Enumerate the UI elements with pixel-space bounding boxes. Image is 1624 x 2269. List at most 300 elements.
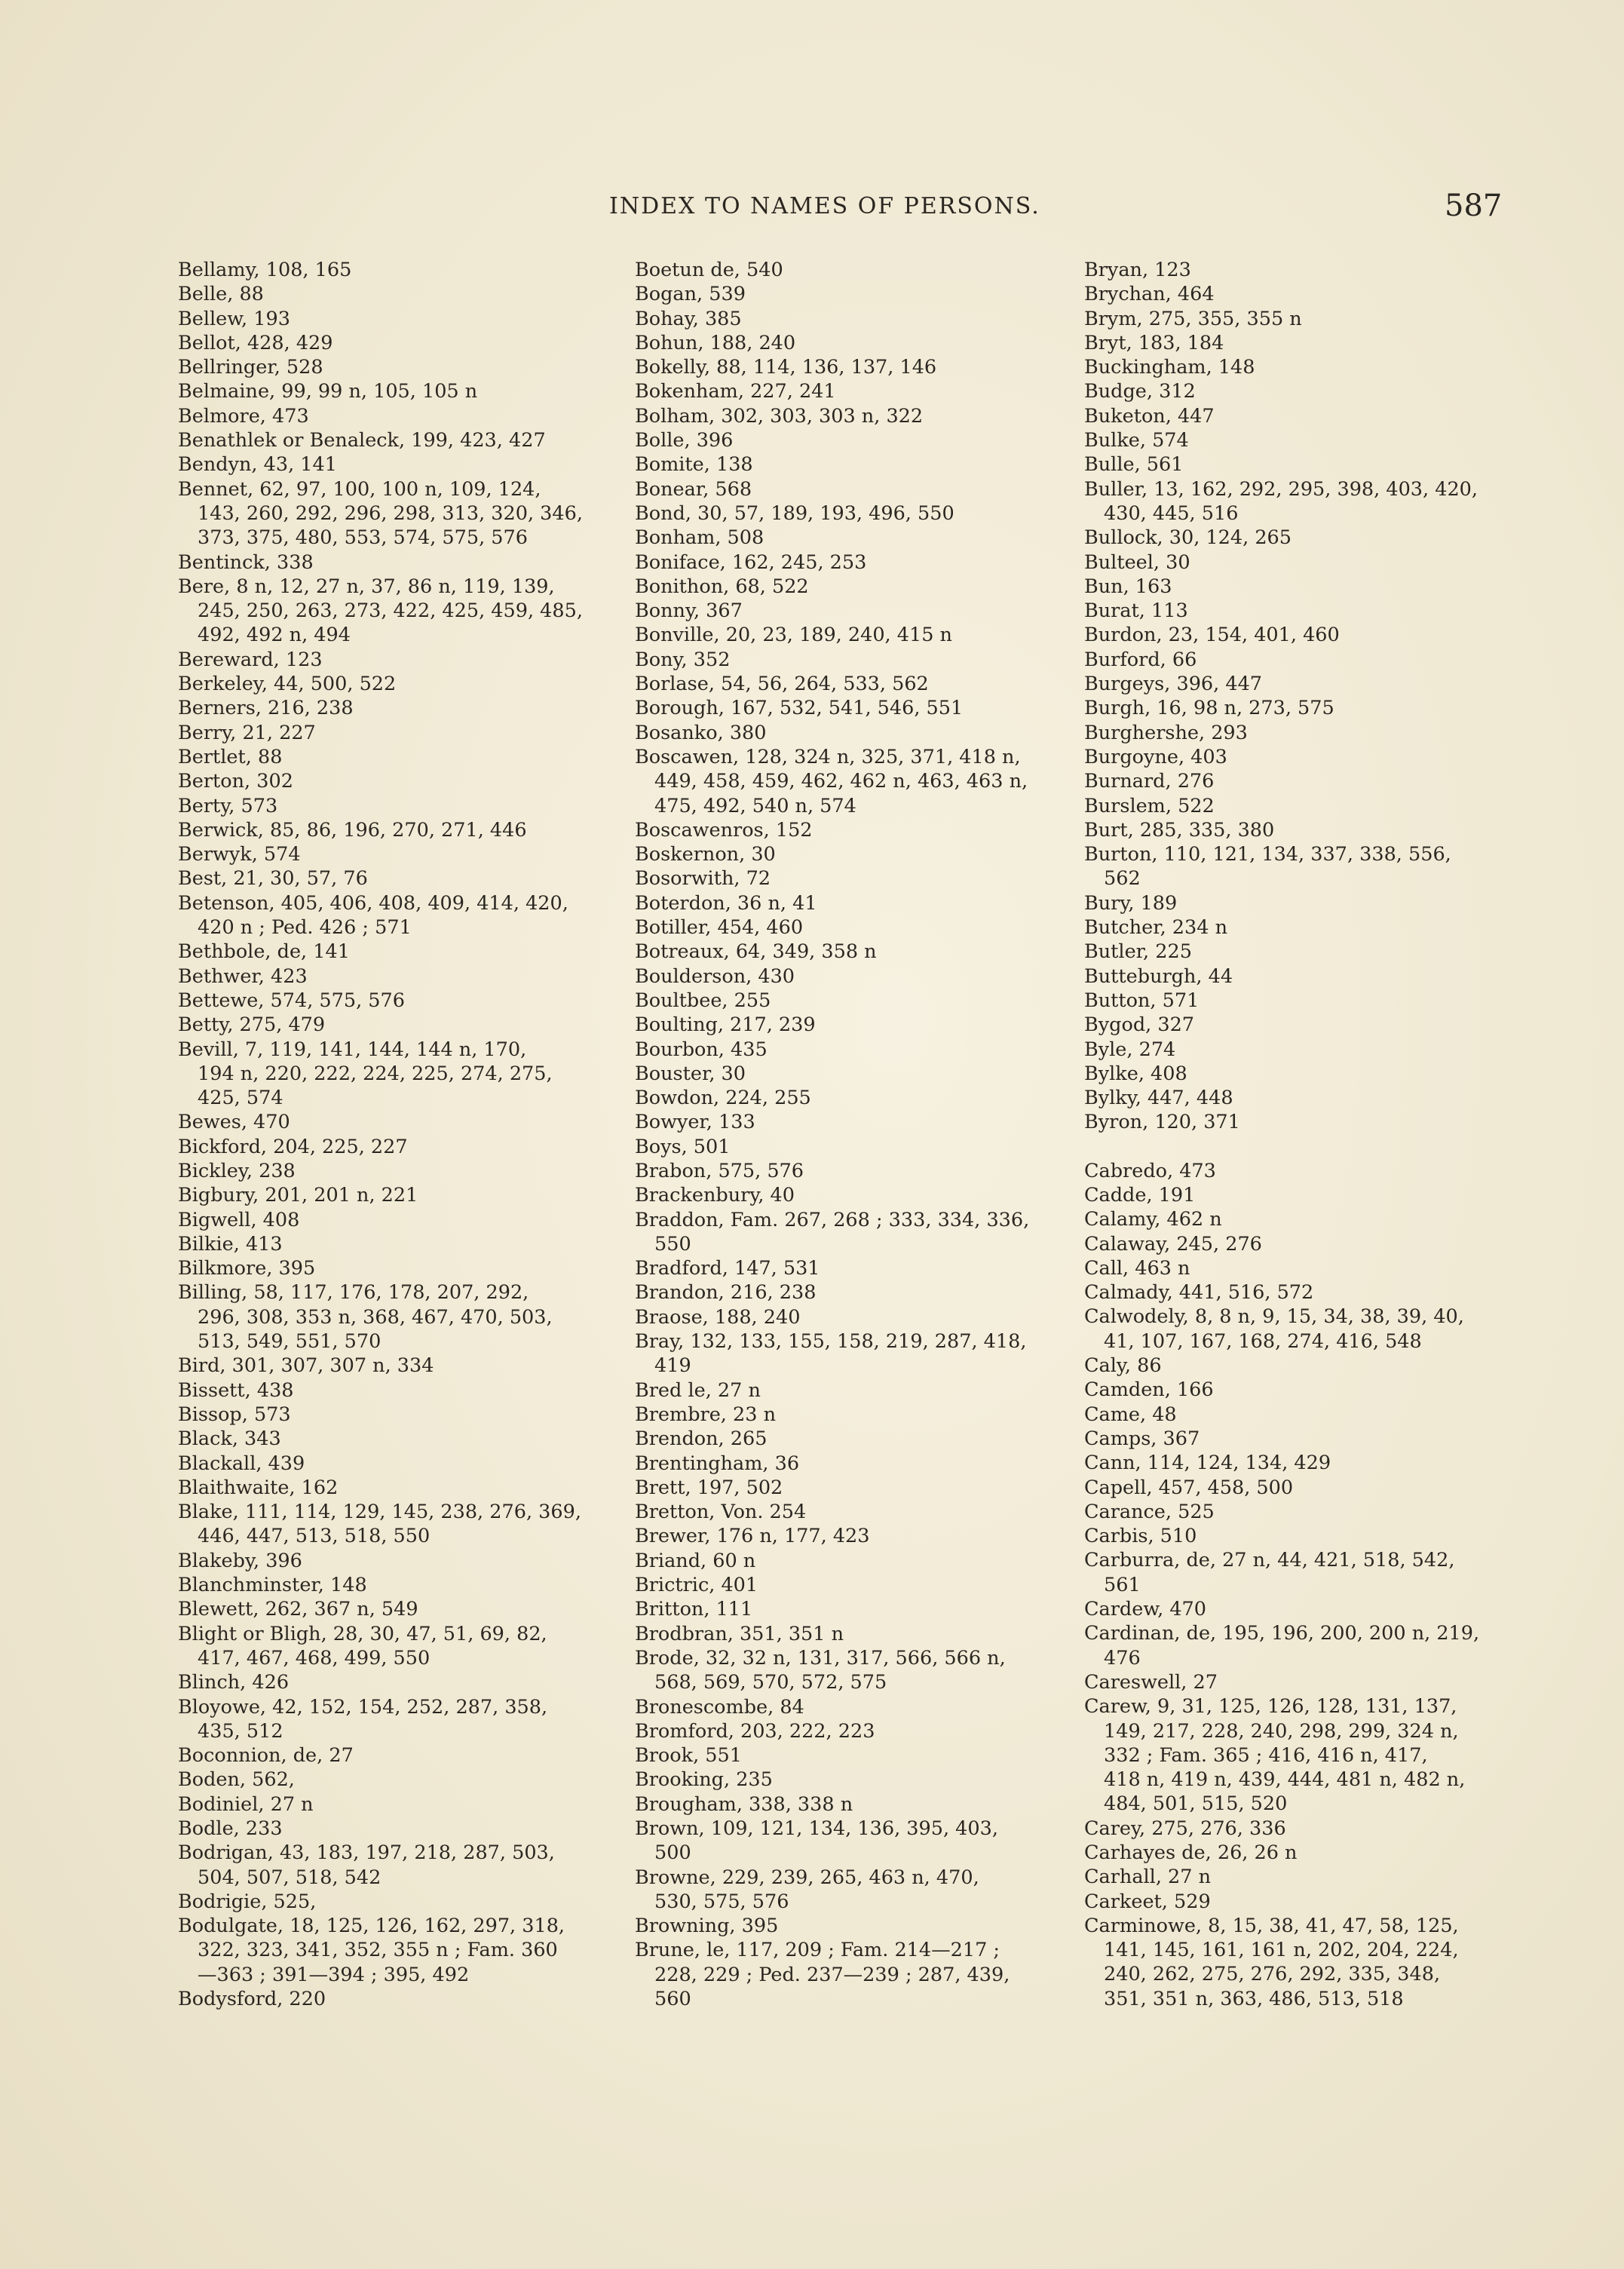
index-entry bbox=[635, 1208, 1087, 1257]
index-entry bbox=[635, 1792, 1087, 1817]
index-entry bbox=[635, 307, 1087, 331]
index-entry bbox=[635, 1403, 1087, 1427]
index-entry-line: Blight or Bligh, 28, 30, 47, 51, 69, 82, bbox=[178, 1622, 547, 1645]
index-entry bbox=[178, 1890, 630, 1914]
section-gap bbox=[1084, 1135, 1537, 1159]
index-entry-line: Bonville, 20, 23, 189, 240, 415 n bbox=[635, 624, 952, 647]
index-entry bbox=[1084, 1597, 1537, 1621]
index-entry-line: Bentinck, 338 bbox=[178, 550, 314, 574]
index-entry-line: Borough, 167, 532, 541, 546, 551 bbox=[635, 697, 964, 720]
index-entry-line: Bellringer, 528 bbox=[178, 356, 323, 379]
index-entry bbox=[1084, 1403, 1537, 1427]
index-entry bbox=[1084, 575, 1537, 599]
index-entry bbox=[635, 1378, 1087, 1403]
index-entry-line: Bylke, 408 bbox=[1084, 1062, 1187, 1085]
index-entry-line: Bloyowe, 42, 152, 154, 252, 287, 358, bbox=[178, 1695, 548, 1719]
index-entry bbox=[635, 964, 1087, 989]
index-entry-line: Cadde, 191 bbox=[1084, 1183, 1196, 1207]
index-entry bbox=[635, 648, 1087, 672]
index-entry bbox=[635, 940, 1087, 964]
index-entry bbox=[1084, 940, 1537, 964]
index-entry-line: Butcher, 234 n bbox=[1084, 916, 1228, 940]
index-entry bbox=[635, 1524, 1087, 1548]
index-entry-continuation: 560 bbox=[654, 1988, 691, 2011]
index-entry bbox=[635, 599, 1087, 623]
index-entry-line: Boterdon, 36 n, 41 bbox=[635, 891, 817, 915]
index-entry bbox=[1084, 1524, 1537, 1548]
index-entry-line: Carburra, de, 27 n, 44, 421, 518, 542, bbox=[1084, 1549, 1455, 1572]
index-entry bbox=[1084, 379, 1537, 403]
index-entry bbox=[635, 526, 1087, 550]
index-entry-line: Blanchminster, 148 bbox=[178, 1574, 367, 1597]
index-entry-line: Bennet, 62, 97, 100, 100 n, 109, 124, bbox=[178, 477, 541, 501]
index-entry-line: Betty, 275, 479 bbox=[178, 1013, 326, 1037]
index-entry-line: Bryan, 123 bbox=[1084, 259, 1191, 281]
index-entry bbox=[178, 989, 630, 1013]
index-entry bbox=[635, 1038, 1087, 1062]
index-entry-line: Bickford, 204, 225, 227 bbox=[178, 1135, 408, 1158]
index-entry bbox=[178, 1476, 630, 1500]
index-entry-line: Burat, 113 bbox=[1084, 599, 1188, 623]
index-entry-line: Blaithwaite, 162 bbox=[178, 1476, 339, 1499]
index-entry bbox=[178, 379, 630, 403]
index-entry bbox=[635, 1914, 1087, 1938]
index-entry bbox=[1084, 599, 1537, 623]
index-entry-line: Bethwer, 423 bbox=[178, 964, 308, 988]
index-entry bbox=[1084, 1232, 1537, 1256]
index-entry-line: Bromford, 203, 222, 223 bbox=[635, 1719, 875, 1743]
index-entry bbox=[1084, 331, 1537, 355]
index-entry-line: Bulteel, 30 bbox=[1084, 550, 1190, 574]
index-entry bbox=[635, 1500, 1087, 1524]
index-entry bbox=[635, 1549, 1087, 1573]
index-entry-continuation: 332 ; Fam. 365 ; 416, 416 n, 417, bbox=[1104, 1743, 1428, 1767]
index-entry bbox=[1084, 307, 1537, 331]
index-entry bbox=[635, 1622, 1087, 1646]
index-entry bbox=[1084, 1062, 1537, 1086]
index-entry-continuation: 446, 447, 513, 518, 550 bbox=[198, 1525, 431, 1548]
index-entry bbox=[178, 745, 630, 769]
index-entry bbox=[178, 891, 630, 940]
index-entry bbox=[635, 1159, 1087, 1183]
index-entry bbox=[1084, 648, 1537, 672]
index-entry-line: Bray, 132, 133, 155, 158, 219, 287, 418, bbox=[635, 1330, 1027, 1354]
index-entry-line: Browning, 395 bbox=[635, 1915, 779, 1938]
index-column-2 bbox=[635, 258, 1087, 2011]
index-entry-line: Burt, 285, 335, 380 bbox=[1084, 818, 1275, 842]
index-entry bbox=[1084, 672, 1537, 696]
index-entry bbox=[1084, 1159, 1537, 1183]
index-entry-line: Boultbee, 255 bbox=[635, 989, 771, 1012]
index-entry-continuation: 296, 308, 353 n, 368, 467, 470, 503, bbox=[198, 1305, 553, 1329]
index-entry bbox=[635, 550, 1087, 575]
index-entry-line: Bonithon, 68, 522 bbox=[635, 575, 809, 598]
index-entry-line: Blake, 111, 114, 129, 145, 238, 276, 369, bbox=[178, 1501, 581, 1524]
index-column-1 bbox=[178, 258, 630, 2011]
index-entry bbox=[1084, 964, 1537, 989]
index-entry-continuation: 143, 260, 292, 296, 298, 313, 320, 346, bbox=[198, 501, 583, 525]
index-entry-continuation: 449, 458, 459, 462, 462 n, 463, 463 n, bbox=[654, 770, 1028, 793]
index-entry-line: Burgh, 16, 98 n, 273, 575 bbox=[1084, 697, 1334, 720]
index-entry-line: Burslem, 522 bbox=[1084, 794, 1215, 817]
index-entry bbox=[178, 842, 630, 866]
index-entry bbox=[178, 1914, 630, 1987]
index-entry bbox=[635, 721, 1087, 745]
index-entry-line: Byle, 274 bbox=[1084, 1038, 1176, 1061]
index-entry bbox=[178, 1256, 630, 1280]
index-entry-continuation: 149, 217, 228, 240, 298, 299, 324 n, bbox=[1104, 1719, 1459, 1743]
index-entry-line: Brandon, 216, 238 bbox=[635, 1281, 817, 1305]
index-entry-line: Botreaux, 64, 349, 358 n bbox=[635, 940, 877, 964]
index-entry-continuation: 417, 467, 468, 499, 550 bbox=[198, 1646, 431, 1670]
index-entry bbox=[1084, 696, 1537, 720]
index-entry bbox=[178, 1622, 630, 1671]
index-entry-line: Brooking, 235 bbox=[635, 1768, 773, 1792]
index-entry bbox=[635, 623, 1087, 647]
index-entry-continuation: 550 bbox=[654, 1232, 691, 1256]
index-entry-line: Bronescombe, 84 bbox=[635, 1695, 804, 1719]
index-entry-line: Brewer, 176 n, 177, 423 bbox=[635, 1525, 870, 1548]
index-entry-line: Call, 463 n bbox=[1084, 1256, 1190, 1280]
index-entry bbox=[1084, 1038, 1537, 1062]
index-entry bbox=[178, 1208, 630, 1232]
index-entry bbox=[635, 1135, 1087, 1159]
index-entry-line: Boconnion, de, 27 bbox=[178, 1744, 354, 1768]
index-entry-line: Bertlet, 88 bbox=[178, 745, 283, 768]
index-entry bbox=[635, 1938, 1087, 2011]
index-entry bbox=[1084, 1183, 1537, 1207]
index-entry-continuation: 475, 492, 540 n, 574 bbox=[654, 794, 856, 817]
index-entry bbox=[1084, 452, 1537, 477]
index-entry bbox=[1084, 477, 1537, 526]
index-entry-line: Carhayes de, 26, 26 n bbox=[1084, 1841, 1298, 1864]
index-entry bbox=[635, 1768, 1087, 1792]
index-entry-continuation: —363 ; 391—394 ; 395, 492 bbox=[198, 1963, 470, 1986]
index-entry-line: Bere, 8 n, 12, 27 n, 37, 86 n, 119, 139, bbox=[178, 575, 555, 598]
running-head bbox=[0, 189, 1624, 226]
index-entry-line: Came, 48 bbox=[1084, 1403, 1177, 1426]
index-entry-line: Bolham, 302, 303, 303 n, 322 bbox=[635, 404, 924, 428]
index-entry bbox=[635, 1305, 1087, 1329]
index-entry-continuation: 513, 549, 551, 570 bbox=[198, 1330, 381, 1354]
index-entry bbox=[635, 866, 1087, 891]
index-entry-line: Betenson, 405, 406, 408, 409, 414, 420, bbox=[178, 891, 568, 915]
index-entry bbox=[1084, 818, 1537, 842]
index-entry-line: Bilkie, 413 bbox=[178, 1232, 283, 1256]
index-entry-continuation: 373, 375, 480, 553, 574, 575, 576 bbox=[198, 526, 528, 550]
index-entry-line: Bonny, 367 bbox=[635, 599, 743, 623]
index-entry bbox=[1084, 1548, 1537, 1597]
index-entry bbox=[178, 866, 630, 891]
index-entry-line: Byron, 120, 371 bbox=[1084, 1111, 1240, 1134]
index-entry bbox=[178, 672, 630, 696]
index-entry bbox=[178, 1817, 630, 1841]
index-entry-continuation: 419 bbox=[654, 1354, 691, 1378]
index-entry-line: Burford, 66 bbox=[1084, 648, 1197, 671]
index-entry-line: Calaway, 245, 276 bbox=[1084, 1232, 1262, 1256]
index-entry-continuation: 240, 262, 275, 276, 292, 335, 348, bbox=[1104, 1963, 1441, 1986]
index-entry-line: Bonear, 568 bbox=[635, 477, 752, 501]
index-entry bbox=[1084, 1865, 1537, 1889]
index-entry-line: Bissop, 573 bbox=[178, 1403, 291, 1426]
index-entry-line: Bodulgate, 18, 125, 126, 162, 297, 318, bbox=[178, 1915, 565, 1938]
index-entry-line: Burton, 110, 121, 134, 337, 338, 556, bbox=[1084, 843, 1451, 866]
index-entry bbox=[1084, 1621, 1537, 1670]
index-entry-line: Bradford, 147, 531 bbox=[635, 1257, 820, 1280]
index-entry bbox=[1084, 1817, 1537, 1841]
index-entry bbox=[178, 258, 630, 282]
index-entry-line: Brendon, 265 bbox=[635, 1427, 768, 1451]
index-entry bbox=[178, 648, 630, 672]
index-entry-line: Bethbole, de, 141 bbox=[178, 940, 350, 964]
index-entry-line: Braddon, Fam. 267, 268 ; 333, 334, 336, bbox=[635, 1208, 1030, 1231]
index-entry-line: Belmaine, 99, 99 n, 105, 105 n bbox=[178, 380, 478, 403]
index-entry bbox=[178, 477, 630, 550]
index-entry-continuation: 418 n, 419 n, 439, 444, 481 n, 482 n, bbox=[1104, 1768, 1466, 1792]
index-entry-line: Butler, 225 bbox=[1084, 940, 1192, 964]
index-entry bbox=[178, 1743, 630, 1768]
index-entry-continuation: 420 n ; Ped. 426 ; 571 bbox=[198, 916, 412, 940]
index-entry-continuation: 194 n, 220, 222, 224, 225, 274, 275, bbox=[198, 1062, 553, 1085]
index-entry-line: Bigwell, 408 bbox=[178, 1208, 300, 1231]
index-entry-line: Belle, 88 bbox=[178, 283, 264, 306]
index-entry-line: Bulle, 561 bbox=[1084, 453, 1184, 477]
index-entry-line: Bony, 352 bbox=[635, 648, 731, 671]
index-entry bbox=[178, 1670, 630, 1694]
index-entry-line: Bohay, 385 bbox=[635, 307, 742, 330]
index-entry-line: Boscawenros, 152 bbox=[635, 818, 813, 842]
index-entry-line: Bissett, 438 bbox=[178, 1378, 294, 1402]
index-entry bbox=[178, 721, 630, 745]
index-entry bbox=[178, 452, 630, 477]
index-entry-continuation: 484, 501, 515, 520 bbox=[1104, 1792, 1288, 1816]
index-entry-line: Bury, 189 bbox=[1084, 891, 1178, 915]
index-entry-line: Bodrigan, 43, 183, 197, 218, 287, 503, bbox=[178, 1841, 555, 1865]
index-entry-continuation: 41, 107, 167, 168, 274, 416, 548 bbox=[1104, 1329, 1422, 1353]
index-entry bbox=[1084, 1476, 1537, 1500]
index-entry-line: Buketon, 447 bbox=[1084, 404, 1215, 428]
index-entry bbox=[178, 1573, 630, 1597]
index-entry bbox=[1084, 891, 1537, 915]
index-entry bbox=[1084, 1256, 1537, 1280]
index-entry-line: Bulke, 574 bbox=[1084, 429, 1189, 452]
index-entry-line: Blakeby, 396 bbox=[178, 1549, 302, 1572]
index-entry-continuation: 562 bbox=[1104, 867, 1141, 891]
index-entry-line: Carance, 525 bbox=[1084, 1500, 1215, 1523]
index-entry bbox=[178, 1038, 630, 1111]
index-entry bbox=[635, 379, 1087, 403]
index-entry-line: Braose, 188, 240 bbox=[635, 1305, 801, 1329]
index-entry bbox=[1084, 282, 1537, 306]
index-entry-line: Bodrigie, 525, bbox=[178, 1890, 317, 1913]
index-entry bbox=[1084, 355, 1537, 379]
index-entry bbox=[635, 1817, 1087, 1866]
index-entry-line: Bogan, 539 bbox=[635, 283, 746, 306]
index-entry-line: Browne, 229, 239, 265, 463 n, 470, bbox=[635, 1866, 979, 1889]
index-entry-line: Carminowe, 8, 15, 38, 41, 47, 58, 125, bbox=[1084, 1914, 1459, 1937]
index-entry-line: Bygod, 327 bbox=[1084, 1013, 1195, 1037]
index-entry-line: Boniface, 162, 245, 253 bbox=[635, 550, 867, 574]
index-entry bbox=[635, 1013, 1087, 1037]
index-entry-line: Berkeley, 44, 500, 522 bbox=[178, 673, 397, 696]
index-entry bbox=[1084, 1694, 1537, 1816]
index-entry-line: Bevill, 7, 119, 141, 144, 144 n, 170, bbox=[178, 1038, 527, 1061]
index-entry bbox=[635, 818, 1087, 842]
index-entry bbox=[635, 258, 1087, 282]
index-entry-line: Cardinan, de, 195, 196, 200, 200 n, 219, bbox=[1084, 1622, 1480, 1645]
index-entry-line: Bolle, 396 bbox=[635, 429, 734, 452]
index-entry-line: Bred le, 27 n bbox=[635, 1378, 761, 1402]
index-entry bbox=[178, 794, 630, 818]
index-entry-line: Brune, le, 117, 209 ; Fam. 214—217 ; bbox=[635, 1939, 1000, 1962]
index-entry-line: Bereward, 123 bbox=[178, 648, 323, 671]
index-entry bbox=[178, 428, 630, 452]
index-entry bbox=[635, 331, 1087, 355]
index-entry-line: Carbis, 510 bbox=[1084, 1525, 1197, 1548]
index-entry bbox=[635, 404, 1087, 428]
index-entry-continuation: 530, 575, 576 bbox=[654, 1890, 789, 1913]
index-entry bbox=[178, 1280, 630, 1354]
index-entry bbox=[1084, 745, 1537, 769]
index-entry-line: Calmady, 441, 516, 572 bbox=[1084, 1281, 1314, 1305]
index-entry bbox=[1084, 1451, 1537, 1475]
index-entry-line: Boden, 562, bbox=[178, 1768, 295, 1792]
index-entry-continuation: 435, 512 bbox=[198, 1719, 283, 1743]
index-entry bbox=[178, 1500, 630, 1549]
index-entry-line: Brougham, 338, 338 n bbox=[635, 1792, 853, 1816]
index-entry bbox=[635, 452, 1087, 477]
index-entry bbox=[178, 282, 630, 306]
index-entry-line: Bodle, 233 bbox=[178, 1817, 283, 1840]
index-entry-line: Bosorwith, 72 bbox=[635, 867, 771, 891]
index-entry bbox=[178, 696, 630, 720]
index-entry bbox=[1084, 1427, 1537, 1451]
index-entry-line: Brictric, 401 bbox=[635, 1574, 758, 1597]
index-entry bbox=[178, 355, 630, 379]
index-entry-line: Capell, 457, 458, 500 bbox=[1084, 1476, 1294, 1499]
index-entry bbox=[178, 404, 630, 428]
index-entry-line: Cabredo, 473 bbox=[1084, 1159, 1216, 1182]
index-entry-line: Bodiniel, 27 n bbox=[178, 1792, 314, 1816]
index-entry bbox=[178, 1403, 630, 1427]
index-entry bbox=[178, 1452, 630, 1476]
index-entry bbox=[635, 1329, 1087, 1378]
index-entry bbox=[635, 1743, 1087, 1768]
index-entry bbox=[635, 1183, 1087, 1207]
index-entry bbox=[178, 550, 630, 575]
index-entry bbox=[1084, 1890, 1537, 1914]
index-entry-line: Brode, 32, 32 n, 131, 317, 566, 566 n, bbox=[635, 1646, 1006, 1670]
index-entry bbox=[635, 477, 1087, 501]
index-entry-continuation: 500 bbox=[654, 1841, 691, 1865]
index-entry-line: Berwick, 85, 86, 196, 270, 271, 446 bbox=[178, 818, 527, 842]
index-entry-line: Borlase, 54, 56, 264, 533, 562 bbox=[635, 673, 929, 696]
index-entry bbox=[178, 307, 630, 331]
index-entry bbox=[635, 1086, 1087, 1110]
index-entry-line: Bylky, 447, 448 bbox=[1084, 1087, 1233, 1110]
index-entry-line: Carkeet, 529 bbox=[1084, 1890, 1211, 1913]
index-entry-line: Bretton, Von. 254 bbox=[635, 1501, 807, 1524]
index-entry bbox=[178, 940, 630, 964]
index-entry-line: Black, 343 bbox=[178, 1427, 281, 1451]
index-entry-line: Botiller, 454, 460 bbox=[635, 916, 804, 940]
index-entry-line: Bird, 301, 307, 307 n, 334 bbox=[178, 1354, 434, 1378]
index-entry bbox=[1084, 842, 1537, 891]
index-entry-line: Boetun de, 540 bbox=[635, 259, 783, 281]
index-entry-line: Bohun, 188, 240 bbox=[635, 331, 796, 354]
index-entry bbox=[178, 1183, 630, 1207]
index-entry-line: Calwodely, 8, 8 n, 9, 15, 34, 38, 39, 40, bbox=[1084, 1305, 1464, 1329]
index-entry-continuation: 504, 507, 518, 542 bbox=[198, 1866, 381, 1889]
index-entry bbox=[1084, 1841, 1537, 1865]
index-column-3 bbox=[1084, 258, 1537, 2011]
index-entry-line: Belmore, 473 bbox=[178, 404, 309, 428]
index-entry-line: Bourbon, 435 bbox=[635, 1038, 768, 1061]
index-entry-line: Berwyk, 574 bbox=[178, 843, 301, 866]
index-entry bbox=[1084, 1500, 1537, 1524]
index-entry bbox=[178, 818, 630, 842]
index-entry bbox=[635, 1573, 1087, 1597]
index-entry bbox=[178, 1427, 630, 1451]
index-entry bbox=[635, 1280, 1087, 1305]
index-entry bbox=[178, 1013, 630, 1037]
index-entry-continuation: 561 bbox=[1104, 1573, 1141, 1596]
index-entry bbox=[1084, 794, 1537, 818]
index-entry-line: Bosanko, 380 bbox=[635, 721, 767, 744]
index-entry bbox=[635, 745, 1087, 818]
index-entry bbox=[178, 1695, 630, 1744]
index-entry bbox=[178, 1792, 630, 1817]
index-entry bbox=[1084, 721, 1537, 745]
index-entry-line: Burgoyne, 403 bbox=[1084, 745, 1227, 768]
index-entry bbox=[1084, 1086, 1537, 1110]
index-entry-line: Bellew, 193 bbox=[178, 307, 290, 330]
index-entry bbox=[178, 1135, 630, 1159]
index-entry bbox=[635, 1597, 1087, 1621]
index-entry-line: Bokelly, 88, 114, 136, 137, 146 bbox=[635, 356, 937, 379]
index-entry-line: Cardew, 470 bbox=[1084, 1598, 1207, 1621]
index-entry bbox=[635, 1427, 1087, 1451]
index-entry-line: Bilkmore, 395 bbox=[178, 1257, 316, 1280]
index-entry-line: Camden, 166 bbox=[1084, 1378, 1214, 1402]
index-entry-line: Boys, 501 bbox=[635, 1135, 731, 1158]
index-entry bbox=[178, 1841, 630, 1890]
index-entry-line: Briand, 60 n bbox=[635, 1549, 756, 1572]
index-entry bbox=[178, 1597, 630, 1621]
index-entry-line: Brown, 109, 121, 134, 136, 395, 403, bbox=[635, 1817, 998, 1840]
index-entry-line: Brabon, 575, 576 bbox=[635, 1159, 804, 1182]
index-entry-line: Camps, 367 bbox=[1084, 1427, 1200, 1450]
index-entry bbox=[1084, 989, 1537, 1013]
index-entry-line: Cann, 114, 124, 134, 429 bbox=[1084, 1452, 1331, 1475]
index-entry bbox=[1084, 550, 1537, 575]
index-entry-line: Berry, 21, 227 bbox=[178, 721, 316, 744]
index-entry bbox=[1084, 1670, 1537, 1694]
index-entry bbox=[635, 1866, 1087, 1915]
index-entry-line: Boulting, 217, 239 bbox=[635, 1013, 816, 1037]
index-entry bbox=[1084, 915, 1537, 940]
index-entry-line: Bouster, 30 bbox=[635, 1062, 746, 1085]
index-entry-line: Blackall, 439 bbox=[178, 1452, 305, 1475]
index-entry-line: Bellot, 428, 429 bbox=[178, 331, 333, 354]
index-entry-line: Blinch, 426 bbox=[178, 1671, 290, 1694]
index-entry bbox=[635, 575, 1087, 599]
index-entry bbox=[635, 1452, 1087, 1476]
index-entry-line: Benathlek or Benaleck, 199, 423, 427 bbox=[178, 429, 546, 452]
index-entry-continuation: 351, 351 n, 363, 486, 513, 518 bbox=[1104, 1987, 1404, 2010]
index-entry bbox=[635, 428, 1087, 452]
index-entry-line: Brett, 197, 502 bbox=[635, 1476, 783, 1499]
